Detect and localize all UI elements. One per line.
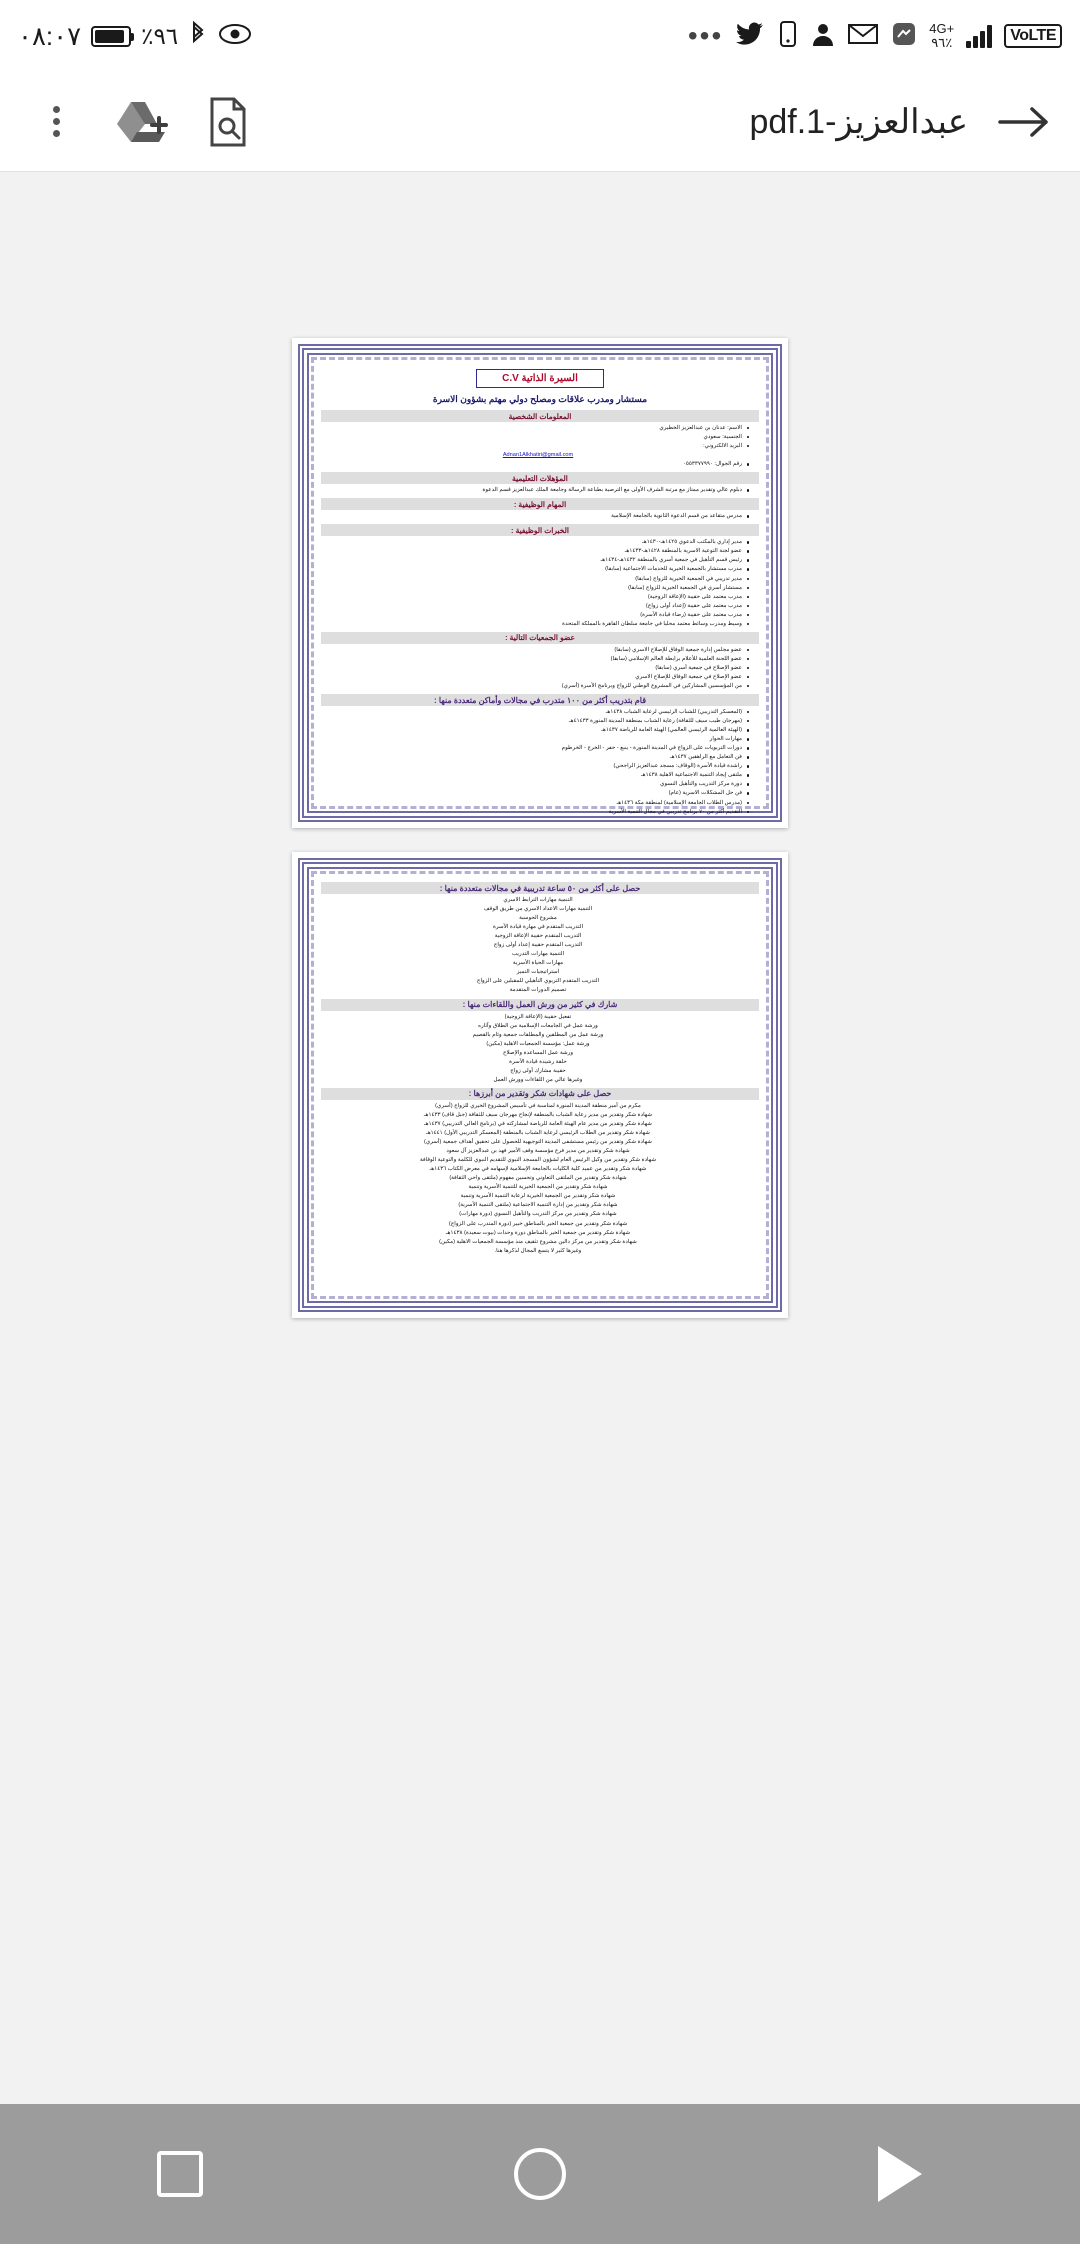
list-item: راشدة قيادة الأسرة (الوقاف: مسجد عبدالعزيز الراجحي) xyxy=(325,762,751,771)
list-item: عضو اللجنة العلمية للأعلام برابطة العالم الإسلامي (سابقا) xyxy=(325,655,751,664)
search-document-icon[interactable] xyxy=(198,92,258,152)
circle-home-icon[interactable] xyxy=(480,2124,600,2224)
list-item: وغيرها كثير لا يتسع المجال لذكرها هنا. xyxy=(494,1247,582,1254)
section-list xyxy=(325,424,751,469)
signal-bars-icon xyxy=(966,24,992,48)
list-item: مدرس متقاعد من قسم الدعوة الثانوية بالجامعة الإسلامية xyxy=(325,512,751,521)
list-item: شهادة شكر وتقدير من مدير عام الهيئة العامة للرياضة لمشاركته في (برنامج العالي التدريبي) ١٤٣٧هـ xyxy=(424,1120,652,1127)
list-item: شهادة شكر وتقدير من عميد كلية الكليات بالجامعة الإسلامية لإسهامه في معرض الكتاب ١٤٣٦هـ xyxy=(429,1166,647,1173)
system-nav-bar xyxy=(0,2104,1080,2244)
email-link[interactable]: Adnan1Alkhatiri@gmail.com xyxy=(502,452,574,459)
list-item: عضو الإصلاح في جمعية أسري (سابقا) xyxy=(325,664,751,673)
section-heading: شارك في كثير من ورش العمل واللقاءات منها : xyxy=(321,999,759,1011)
list-item: مستشار أسري في الجمعية الخيرية للزواج (سابقا) xyxy=(325,584,751,593)
list-item: مشروع الحوسبة xyxy=(519,915,557,922)
list-item: حقيبة مشارك أولى زواج xyxy=(510,1067,566,1074)
list-item: مدير إداري بالمكتب الدعوي ١٤٢٥هـ-١٤٣٠هـ xyxy=(325,538,751,547)
list-item: ورشة عمل المساعدة والإصلاح xyxy=(502,1049,574,1056)
list-item: التنمية مهارات التدريب xyxy=(511,951,565,958)
status-bar xyxy=(0,0,1080,72)
section-heading: حصل على أكثر من ٥٠ ساعة تدريبية في مجالات متعددة منها : xyxy=(321,882,759,894)
list-item: رئيس قسم التأهيل في جمعية أسري بالمنطقة ١٤٣٢هـ-١٤٣٤هـ xyxy=(325,556,751,565)
list-item: شهادة شكر وتقدير من وكيل الرئيس العام لشؤون المسجد النبوي للتقديم النبوي للكلمة والتوعية الوقافة xyxy=(419,1157,657,1164)
list-item: دورات التربويات على الزواج في المدينة المنورة - ينبع - حفر - الخرج - الخرطوم xyxy=(325,744,751,753)
page-title: عبدالعزيز-1.pdf xyxy=(749,102,968,141)
pdf-pages-container[interactable] xyxy=(292,338,788,1342)
list-item: شهادة شكر وتقدير من الجمعية الخيرية لرعاية التنمية الأسرية وتنمية xyxy=(460,1193,616,1200)
list-item: مدرب معتمد على حقيبة (رضاء قيادة الأسرة) xyxy=(325,611,751,620)
list-item: التنمية مهارات الاعداد الاسري من طريق الوقف xyxy=(483,906,593,913)
list-item: الجنسية: سعودي xyxy=(325,433,751,442)
list-item: من المؤسسين المشاركين في المشروع الوطني للزواج وبرنامج الأسرة (أسري) xyxy=(325,682,751,691)
triangle-back-icon[interactable] xyxy=(840,2124,960,2224)
network-type-label: 4G+ ٩٦٪ xyxy=(929,21,955,50)
battery-icon xyxy=(91,26,131,47)
list-item: شهادة شكر وتقدير من إدارة التنمية الاجتماعية (ملتقى التنمية الأسرية) xyxy=(458,1202,618,1209)
status-bar-left xyxy=(18,20,252,53)
section-heading: المعلومات الشخصية xyxy=(321,410,759,422)
cv-title-badge: السيرة الذاتية C.V xyxy=(476,369,604,388)
list-item: الاسم: عدنان بن عبدالعزيز الخطيري xyxy=(325,424,751,433)
list-item: التقديم أكثر من ٧٠ برنامج تدريبي في مجال التنمية الأسرية xyxy=(325,808,751,817)
list-item: (المعسكر التدريبي) للشباب الرئيسي لرعاية الشباب ١٤٣٨هـ xyxy=(325,708,751,717)
list-item: وغيرها عالي من اللقاءات وورش العمل xyxy=(493,1076,583,1083)
volte-badge: VoLTE xyxy=(1004,24,1062,48)
list-item: مهارات الحوار xyxy=(325,735,751,744)
list-item: دورة مركز التدريب والتأهيل النسوي xyxy=(325,780,751,789)
list-item: (مدرس الطلاب الجامعة الإسلامية) لمنطقة مكة ١٤٣٦هـ xyxy=(325,799,751,808)
list-item: شهادة شكر وتقدير من جمعية الخير بالمناطق دورة وحدات (بيوت سعيدة) ١٤٣٨هـ xyxy=(445,1229,631,1236)
list-item: عضو الإصلاح في جمعية الوفاق للإصلاح الاسري xyxy=(325,673,751,682)
section-list xyxy=(325,896,751,996)
status-clock: ٠٨:٠٧ xyxy=(18,20,82,51)
back-arrow-icon[interactable] xyxy=(994,92,1054,152)
pdf-page-1-content xyxy=(302,348,778,818)
list-item: تصميم الدورات المتقدمة xyxy=(509,987,567,994)
add-to-drive-icon[interactable] xyxy=(112,92,172,152)
cv-subtitle: مستشار ومدرب علاقات ومصلح دولي مهتم بشؤون الاسرة xyxy=(432,394,648,404)
section-heading: المؤهلات التعليمية xyxy=(321,472,759,484)
list-item: شهادة شكر وتقدير من رئيس مستشفى المدينة التوجيهية للحصول على تحقيق أهداف جمعية (أسري) xyxy=(423,1139,652,1146)
list-item: مهارات الحياة الأسرية xyxy=(512,960,564,967)
list-item: ورشة عمل في الجامعات الإسلامية من الطلاق وآثاره xyxy=(478,1022,598,1029)
list-item: البريد الالكتروني: xyxy=(325,442,751,451)
list-item: شهادة شكر وتقدير من مدير فرع مؤسسة وقف الأمير فهد بن عبدالعزيز آل سعود xyxy=(446,1148,630,1155)
eye-icon xyxy=(218,22,252,51)
list-item: تفعيل حقيبة (الإعاقة الزوجية) xyxy=(504,1013,572,1020)
section-heading: المهام الوظيفية : xyxy=(321,498,759,510)
list-item: رقم الجوال: ٠٥٥٣٣٧٧٩٩٠ xyxy=(325,460,751,469)
pdf-page-1[interactable] xyxy=(292,338,788,828)
list-item: التدريب المتقدم حقيبة إعداد أولى زواج xyxy=(493,942,583,949)
section-list xyxy=(325,646,751,691)
list-item: (مهرجان طيب سيف للثقافة) رعاية الشباب بمنطقة المدينة المنورة ٤١٤٣٣هـ xyxy=(325,717,751,726)
list-item: مدرب معتمد على حقيبة (إعداد أولى زواج) xyxy=(325,602,751,611)
battery-percent-label: ٪٩٦ xyxy=(141,22,179,49)
list-item: شهادة شكر وتقدير من مركز التدريب والتأهيل النسوي (دورة مهارات) xyxy=(459,1211,617,1218)
app-bar xyxy=(0,72,1080,172)
overflow-menu-icon[interactable] xyxy=(26,92,86,152)
list-item: ملتقى إيجاد التنمية الاجتماعية الاهلية ١٤٣٨هـ xyxy=(325,771,751,780)
list-item: التدريب المتقدم حقيبة الإعاقة الزوجية xyxy=(494,933,582,940)
list-item: حلقة رشيدة قيادة الأسرة xyxy=(509,1058,567,1065)
more-dots-icon: ••• xyxy=(687,20,724,51)
section-heading: قام بتدريب أكثر من ١٠٠ متدرب في مجالات وأماكن متعددة منها : xyxy=(321,694,759,706)
section-list xyxy=(325,1102,751,1256)
square-recents-icon[interactable] xyxy=(120,2124,240,2224)
list-item: ورشة عمل من المطلقين والمطلقات جمعية وئام بالقصيم xyxy=(472,1031,604,1038)
list-item: شهادة شكر وتقدير من الملتقى التعاوني وتحسين مفهوم (ملتقى واحي الثقافة) xyxy=(449,1175,627,1182)
list-item: التدريب المتقدم في مهارة قيادة الأسرة xyxy=(493,924,583,931)
list-item: عضو لجنة التوعية الاسرية بالمنطقة ١٤٢٨هـ-١٤٣٣هـ xyxy=(325,547,751,556)
list-item: وسيط ومدرب وسائط معتمد محليا في جامعة سلطان القاهرة بالمملكة المتحدة xyxy=(325,620,751,629)
messenger-icon xyxy=(891,21,917,52)
list-item: شهادة شكر وتقدير من مركز دالين مشروع تثقيف منذ مؤسسة الجمعيات الاهلية (مكين) xyxy=(439,1238,637,1245)
list-item: مدرب مستشار بالجمعية الخيرية للخدمات الاجتماعية (سابقا) xyxy=(325,565,751,574)
section-list xyxy=(325,1013,751,1085)
list-item: فن التعامل مع الراهقين ١٤٣٧هـ xyxy=(325,753,751,762)
section-list xyxy=(325,512,751,521)
list-item: مكرم من أمير منطقة المدينة المنورة لمناسبة في تأسيس المشروع الخيري للزواج (أسري) xyxy=(435,1102,641,1109)
list-item: شهادة شكر وتقدير من مدير رعاية الشباب بالمنطقة لإنجاح مهرجان سيف للثقافة (جبل قاف) ١٤٣٣هـ xyxy=(423,1111,653,1118)
list-item: فن حل المشكلات الاسرية (عام) xyxy=(325,789,751,798)
list-item: التنمية مهارات الترابط الاسري xyxy=(503,897,573,903)
pdf-page-2[interactable] xyxy=(292,852,788,1318)
list-item: التدريب المتقدم التربوي التأهيلي للمقبلين على الزواج xyxy=(476,978,600,985)
list-item: ورشة عمل: مؤسسة الجمعيات الاهلية (مكين) xyxy=(486,1040,590,1047)
list-item: استراتيجيات التميز xyxy=(516,969,560,976)
list-item: شهادة شكر وتقدير من جمعية الخير بالمناطق خبير (دورة المتدرب على الزواج) xyxy=(448,1220,628,1227)
bluetooth-icon xyxy=(188,20,208,53)
gmail-icon xyxy=(847,22,879,51)
list-item: مدير تدريبي في الجمعية الخيرية للزواج (سابقا) xyxy=(325,575,751,584)
phone-icon xyxy=(777,20,799,53)
section-list xyxy=(325,538,751,628)
pdf-viewer[interactable] xyxy=(0,172,1080,2104)
section-list xyxy=(325,708,751,817)
section-heading: الخبرات الوظيفية : xyxy=(321,524,759,536)
account-icon xyxy=(811,20,835,53)
section-heading: حصل على شهادات شكر وتقدير من أبرزها : xyxy=(321,1088,759,1100)
list-item: دبلوم عالي وتقدير ممتاز مع مرتبة الشرف الأولى مع الترصية بطباعة الرسالة وجامعة الملك عبدالعزيز قسم الدعوة xyxy=(325,486,751,495)
list-item: عضو مجلس إدارة جمعية الوفاق للإصلاح الاسري (سابقا) xyxy=(325,646,751,655)
pdf-page-2-content xyxy=(302,862,778,1308)
list-item: مدرب معتمد على حقيبة (الإعاقة الزوجية) xyxy=(325,593,751,602)
section-list xyxy=(325,486,751,495)
list-item: شهادة شكر وتقدير من الطلاب الرئيسي لرعاية الشباب بالمنطقة (المعسكر التدريبي الأول) ١٤٤١هـ xyxy=(426,1130,650,1137)
list-item: (الهيئة العالمية الرئيسي العالمي) الهيئة العامة للرياضة ١٤٣٧هـ xyxy=(325,726,751,735)
twitter-icon xyxy=(735,21,765,52)
status-bar-right xyxy=(688,20,1062,53)
section-heading: عضو الجمعيات التالية : xyxy=(321,632,759,644)
list-item: شهادة شكر وتقدير من الجمعية الخيرية للتنمية الأسرية وتنمية xyxy=(468,1184,608,1191)
